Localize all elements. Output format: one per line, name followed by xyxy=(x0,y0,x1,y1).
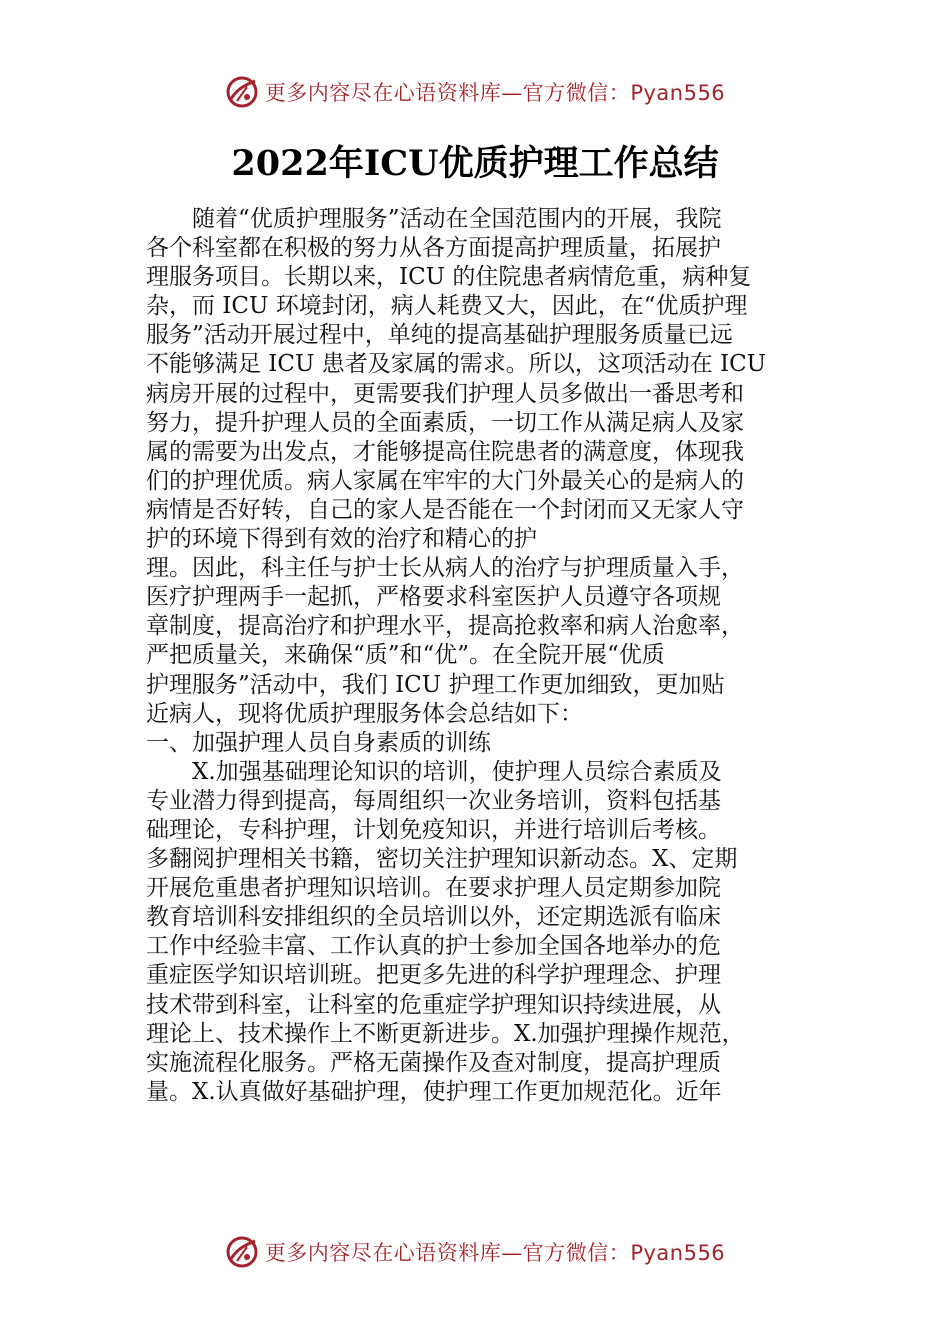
text-line: 属的需要为出发点，才能够提高住院患者的满意度，体现我 xyxy=(146,438,744,465)
body-text xyxy=(146,205,826,1107)
text-line: 开展危重患者护理知识培训。在要求护理人员定期参加院 xyxy=(146,875,721,902)
text-line: 理。因此，科主任与护士长从病人的治疗与护理质量入手， xyxy=(146,555,744,582)
banner-text: 更多内容尽在心语资料库—官方微信：Pyan556 xyxy=(264,1241,726,1265)
text-line: 工作中经验丰富、工作认真的护士参加全国各地举办的危 xyxy=(146,933,721,960)
text-line: 实施流程化服务。严格无菌操作及查对制度，提高护理质 xyxy=(146,1049,721,1076)
text-line: 护理服务”活动中，我们 ICU 护理工作更加细致，更加贴 xyxy=(146,671,725,698)
text-line: 不能够满足 ICU 患者及家属的需求。所以，这项活动在 ICU xyxy=(146,351,767,378)
text-line: 重症医学知识培训班。把更多先进的科学护理理念、护理 xyxy=(146,962,721,989)
text-line: 护的环境下得到有效的治疗和精心的护 xyxy=(146,526,537,553)
text-line: 理服务项目。长期以来，ICU 的住院患者病情危重，病种复 xyxy=(146,264,752,291)
text-line: 近病人，现将优质护理服务体会总结如下： xyxy=(146,700,583,727)
text-line: 们的护理优质。病人家属在牢牢的大门外最关心的是病人的 xyxy=(146,467,744,494)
text-line: 病情是否好转，自己的家人是否能在一个封闭而又无家人守 xyxy=(146,496,744,523)
text-line: X.加强基础理论知识的培训，使护理人员综合素质及 xyxy=(146,758,722,785)
logo-icon xyxy=(225,1235,259,1269)
text-line: 技术带到科室，让科室的危重症学护理知识持续进展，从 xyxy=(146,991,721,1018)
text-line: 病房开展的过程中，更需要我们护理人员多做出一番思考和 xyxy=(146,380,744,407)
banner-text: 更多内容尽在心语资料库—官方微信：Pyan556 xyxy=(264,81,726,105)
text-line: 章制度，提高治疗和护理水平，提高抢救率和病人治愈率， xyxy=(146,613,744,640)
text-line: 努力，提升护理人员的全面素质，一切工作从满足病人及家 xyxy=(146,409,744,436)
text-line: 教育培训科安排组织的全员培训以外，还定期选派有临床 xyxy=(146,904,721,931)
page-title: 2022年ICU优质护理工作总结 xyxy=(231,143,719,184)
text-line: 础理论，专科护理，计划免疫知识，并进行培训后考核。 xyxy=(146,816,721,843)
text-line: 专业潜力得到提高，每周组织一次业务培训，资料包括基 xyxy=(146,787,721,814)
text-line: 多翻阅护理相关书籍，密切关注护理知识新动态。X、定期 xyxy=(146,846,738,873)
wechat-id: Pyan556 xyxy=(630,1241,726,1265)
header-banner xyxy=(0,72,950,112)
text-line: 医疗护理两手一起抓，严格要求科室医护人员遵守各项规 xyxy=(146,584,721,611)
text-line: 量。X.认真做好基础护理，使护理工作更加规范化。近年 xyxy=(146,1078,722,1105)
footer-banner xyxy=(0,1232,950,1272)
section-heading: 一、加强护理人员自身素质的训练 xyxy=(146,729,491,756)
logo-icon xyxy=(225,75,259,109)
wechat-id: Pyan556 xyxy=(630,81,726,105)
text-line: 严把质量关，来确保“质”和“优”。在全院开展“优质 xyxy=(146,642,665,669)
text-line: 各个科室都在积极的努力从各方面提高护理质量，拓展护 xyxy=(146,235,721,262)
text-line: 杂，而 ICU 环境封闭，病人耗费又大，因此，在“优质护理 xyxy=(146,293,748,320)
text-line: 理论上、技术操作上不断更新进步。X.加强护理操作规范， xyxy=(146,1020,745,1047)
text-line: 随着“优质护理服务”活动在全国范围内的开展，我院 xyxy=(146,206,722,232)
text-line: 服务”活动开展过程中，单纯的提高基础护理服务质量已远 xyxy=(146,322,733,349)
